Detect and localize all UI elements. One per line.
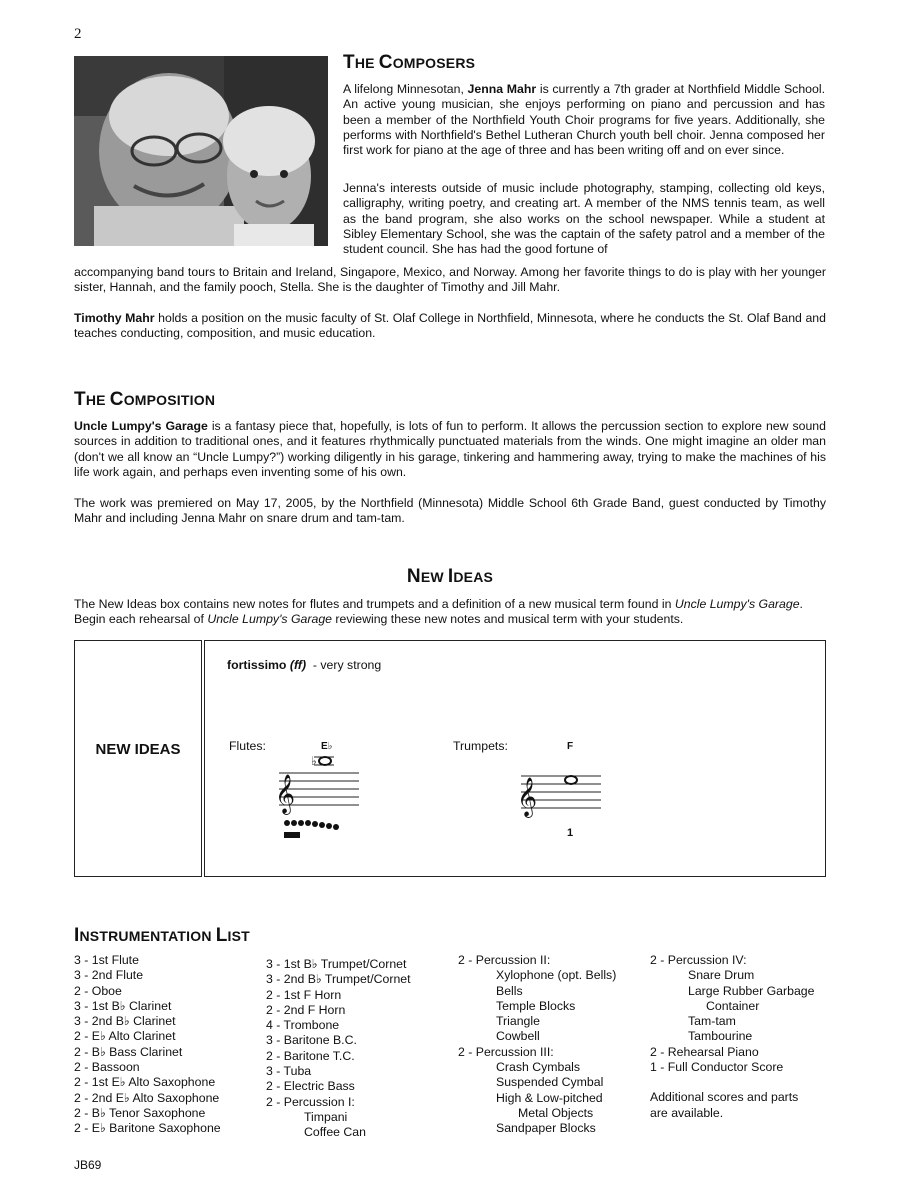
list-item: 3 - 1st B♭ Clarinet bbox=[74, 998, 172, 1013]
list-item: 2 - E♭ Alto Clarinet bbox=[74, 1029, 176, 1044]
composition-heading: THE COMPOSITION bbox=[74, 389, 216, 410]
trumpets-label: Trumpets: bbox=[453, 739, 508, 753]
list-item: 2 - Percussion I: bbox=[266, 1094, 355, 1109]
new-ideas-content-cell bbox=[204, 640, 826, 877]
composers-paragraph-1: A lifelong Minnesotan, Jenna Mahr is currently a 7th grader at Northfield Middle School. An active young musician, she enjoys performing on piano and percussion and has been a member of the Northfield Youth Choir programs for five years. Additionally, she performs with Northfield's Bethel Lutheran Church youth bell choir. Jenna composed her first work for piano at the age of three and has been writing off and on ever since. bbox=[343, 82, 825, 158]
list-subitem: Tam-tam bbox=[688, 1014, 736, 1029]
list-subitem: Tambourine bbox=[688, 1029, 753, 1044]
flutes-staff bbox=[269, 753, 369, 843]
composers-photo bbox=[74, 56, 328, 246]
list-subitem: Metal Objects bbox=[518, 1105, 594, 1120]
list-item: 2 - Electric Bass bbox=[266, 1079, 355, 1094]
list-item: 1 - Full Conductor Score bbox=[650, 1060, 784, 1075]
trumpets-fingering: 1 bbox=[567, 827, 574, 839]
list-item: 2 - B♭ Tenor Saxophone bbox=[74, 1105, 206, 1120]
list-subitem: Bells bbox=[496, 983, 523, 998]
list-subitem: Sandpaper Blocks bbox=[496, 1121, 596, 1136]
footer-code: JB69 bbox=[74, 1158, 102, 1172]
list-item: 2 - 1st F Horn bbox=[266, 987, 342, 1002]
composers-heading: THE COMPOSERS bbox=[343, 52, 476, 73]
trumpets-note-name: F bbox=[567, 741, 574, 752]
new-ideas-box bbox=[74, 640, 826, 877]
instrumentation-heading: INSTRUMENTATION LIST bbox=[74, 925, 250, 946]
list-item: 2 - 1st E♭ Alto Saxophone bbox=[74, 1075, 216, 1090]
instrumentation-column-2 bbox=[266, 957, 411, 1141]
list-item: 4 - Trombone bbox=[266, 1018, 340, 1033]
svg-text:𝄞: 𝄞 bbox=[517, 777, 538, 817]
availability-note: Additional scores and parts bbox=[650, 1090, 799, 1105]
list-item: 2 - Percussion III: bbox=[458, 1044, 554, 1059]
instrumentation-column-1 bbox=[74, 953, 221, 1137]
composers-paragraph-3: Timothy Mahr holds a position on the music faculty of St. Olaf College in Northfield, Minnesota, where he conducts the St. Olaf Band and teaches conducting, composition, and music education. bbox=[74, 311, 826, 341]
list-item: 2 - Percussion IV: bbox=[650, 953, 747, 967]
list-item: 2 - Rehearsal Piano bbox=[650, 1044, 759, 1059]
list-item: 2 - Baritone T.C. bbox=[266, 1048, 355, 1063]
list-subitem: Coffee Can bbox=[304, 1125, 366, 1140]
list-item: 2 - Oboe bbox=[74, 983, 122, 998]
instrumentation-column-4 bbox=[650, 953, 814, 1121]
list-subitem: Triangle bbox=[496, 1014, 540, 1029]
list-subitem: Crash Cymbals bbox=[496, 1060, 581, 1075]
list-item: 3 - 1st B♭ Trumpet/Cornet bbox=[266, 957, 407, 971]
svg-text:𝄞: 𝄞 bbox=[275, 774, 296, 814]
list-subitem: Cowbell bbox=[496, 1029, 540, 1044]
list-subitem: High & Low-pitched bbox=[496, 1090, 603, 1105]
new-ideas-label-cell bbox=[74, 640, 202, 877]
list-item: 3 - Baritone B.C. bbox=[266, 1033, 357, 1048]
trumpets-staff bbox=[515, 766, 615, 826]
composition-paragraph-2: The work was premiered on May 17, 2005, by the Northfield (Minnesota) Middle School 6th Grade Band, guest conducted by Timothy Mahr and including Jenna Mahr on snare drum and tam-tam. bbox=[74, 496, 826, 526]
list-item: 3 - 1st Flute bbox=[74, 953, 139, 967]
availability-note: are available. bbox=[650, 1105, 724, 1120]
list-item: 3 - 2nd Flute bbox=[74, 968, 144, 983]
list-item: 3 - Tuba bbox=[266, 1064, 312, 1079]
list-subitem: Xylophone (opt. Bells) bbox=[496, 968, 617, 983]
list-item: 2 - 2nd F Horn bbox=[266, 1002, 346, 1017]
list-item: 2 - B♭ Bass Clarinet bbox=[74, 1044, 183, 1059]
list-item: 2 - Bassoon bbox=[74, 1060, 140, 1075]
composers-paragraph-2: Jenna's interests outside of music include photography, stamping, collecting old keys, calligraphy, writing poetry, and creating art. A member of the NMS tennis team, as well as the band program, she also works on the school newspaper. While a student at Sibley Elementary School, she was the captain of the safety patrol and a member of the student council. She has had the good fortune of bbox=[343, 181, 825, 257]
list-subitem: Timpani bbox=[304, 1109, 348, 1124]
list-item: 3 - 2nd B♭ Clarinet bbox=[74, 1014, 176, 1029]
composers-paragraph-2-cont: accompanying band tours to Britain and Ireland, Singapore, Mexico, and Norway. Among her favorite things to do is play with her younger sister, Hannah, and the family pooch, Stella. She is the daughter of Timothy and Jill Mahr. bbox=[74, 265, 826, 295]
list-subitem: Large Rubber Garbage bbox=[688, 983, 815, 998]
composition-paragraph-1: Uncle Lumpy's Garage is a fantasy piece that, hopefully, is lots of fun to perform. It allows the percussion section to explore new sound sources in addition to traditional ones, and it features rhythmically punctuated materials from the winds. One might imagine an older man (don't we all know an “Uncle Lumpy?”) working diligently in his garage, tinkering and hammering away, trying to make the machines of his life work again, and perhaps even inventing some of his own. bbox=[74, 419, 826, 479]
list-subitem: Container bbox=[706, 998, 760, 1013]
flutes-note-name: E♭ bbox=[321, 741, 333, 752]
list-subitem: Snare Drum bbox=[688, 968, 755, 983]
new-ideas-heading: NEW IDEAS bbox=[406, 566, 494, 587]
new-ideas-label: NEW IDEAS bbox=[95, 741, 181, 758]
list-item: 2 - 2nd E♭ Alto Saxophone bbox=[74, 1090, 220, 1105]
list-item: 2 - E♭ Baritone Saxophone bbox=[74, 1121, 221, 1136]
svg-text:♭: ♭ bbox=[311, 754, 317, 768]
list-item: 3 - 2nd B♭ Trumpet/Cornet bbox=[266, 972, 411, 987]
list-item: 2 - Percussion II: bbox=[458, 953, 551, 967]
list-subitem: Suspended Cymbal bbox=[496, 1075, 604, 1090]
instrumentation-column-3 bbox=[458, 953, 616, 1137]
term-definition: fortissimo (ff) - very strong bbox=[227, 658, 382, 672]
list-subitem: Temple Blocks bbox=[496, 998, 576, 1013]
flutes-label: Flutes: bbox=[229, 739, 266, 753]
page-number: 2 bbox=[74, 26, 82, 42]
photo-image bbox=[74, 56, 328, 246]
new-ideas-intro: The New Ideas box contains new notes for flutes and trumpets and a definition of a new musical term found in Uncle Lumpy's Garage. Begin each rehearsal of Uncle Lumpy's Garage reviewing these new notes and musical term with your students. bbox=[74, 597, 803, 627]
